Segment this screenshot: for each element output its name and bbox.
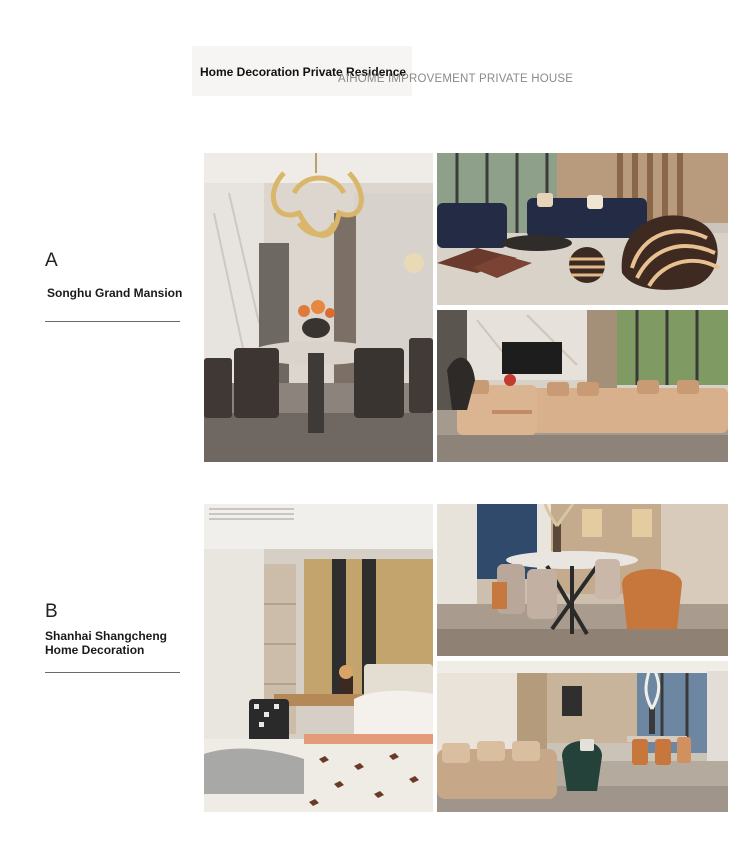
section-a-divider <box>45 321 180 322</box>
section-b-title <box>45 629 167 657</box>
photo-dining-orange-chairs <box>437 504 728 656</box>
section-b-letter: B <box>45 601 58 622</box>
section-a-letter: A <box>45 250 58 271</box>
section-a-title <box>47 286 182 300</box>
section-b-divider <box>45 672 180 673</box>
photo-dining-chandelier <box>204 153 433 462</box>
page-subtitle: AIHOME IMPROVEMENT PRIVATE HOUSE <box>338 73 574 85</box>
page-title: Home Decoration Private Residence <box>200 65 407 79</box>
section-a-title-line: Songhu Grand Mansion <box>47 286 183 300</box>
section-b-title-line-1: Shanhai Shangcheng <box>45 629 168 643</box>
photo-living-striped-chair <box>437 153 728 305</box>
photo-bedroom <box>204 504 433 812</box>
section-b-title-line-2: Home Decoration <box>45 643 145 657</box>
photo-living-green-chair <box>437 661 728 812</box>
photo-living-beige-sofa <box>437 310 728 462</box>
